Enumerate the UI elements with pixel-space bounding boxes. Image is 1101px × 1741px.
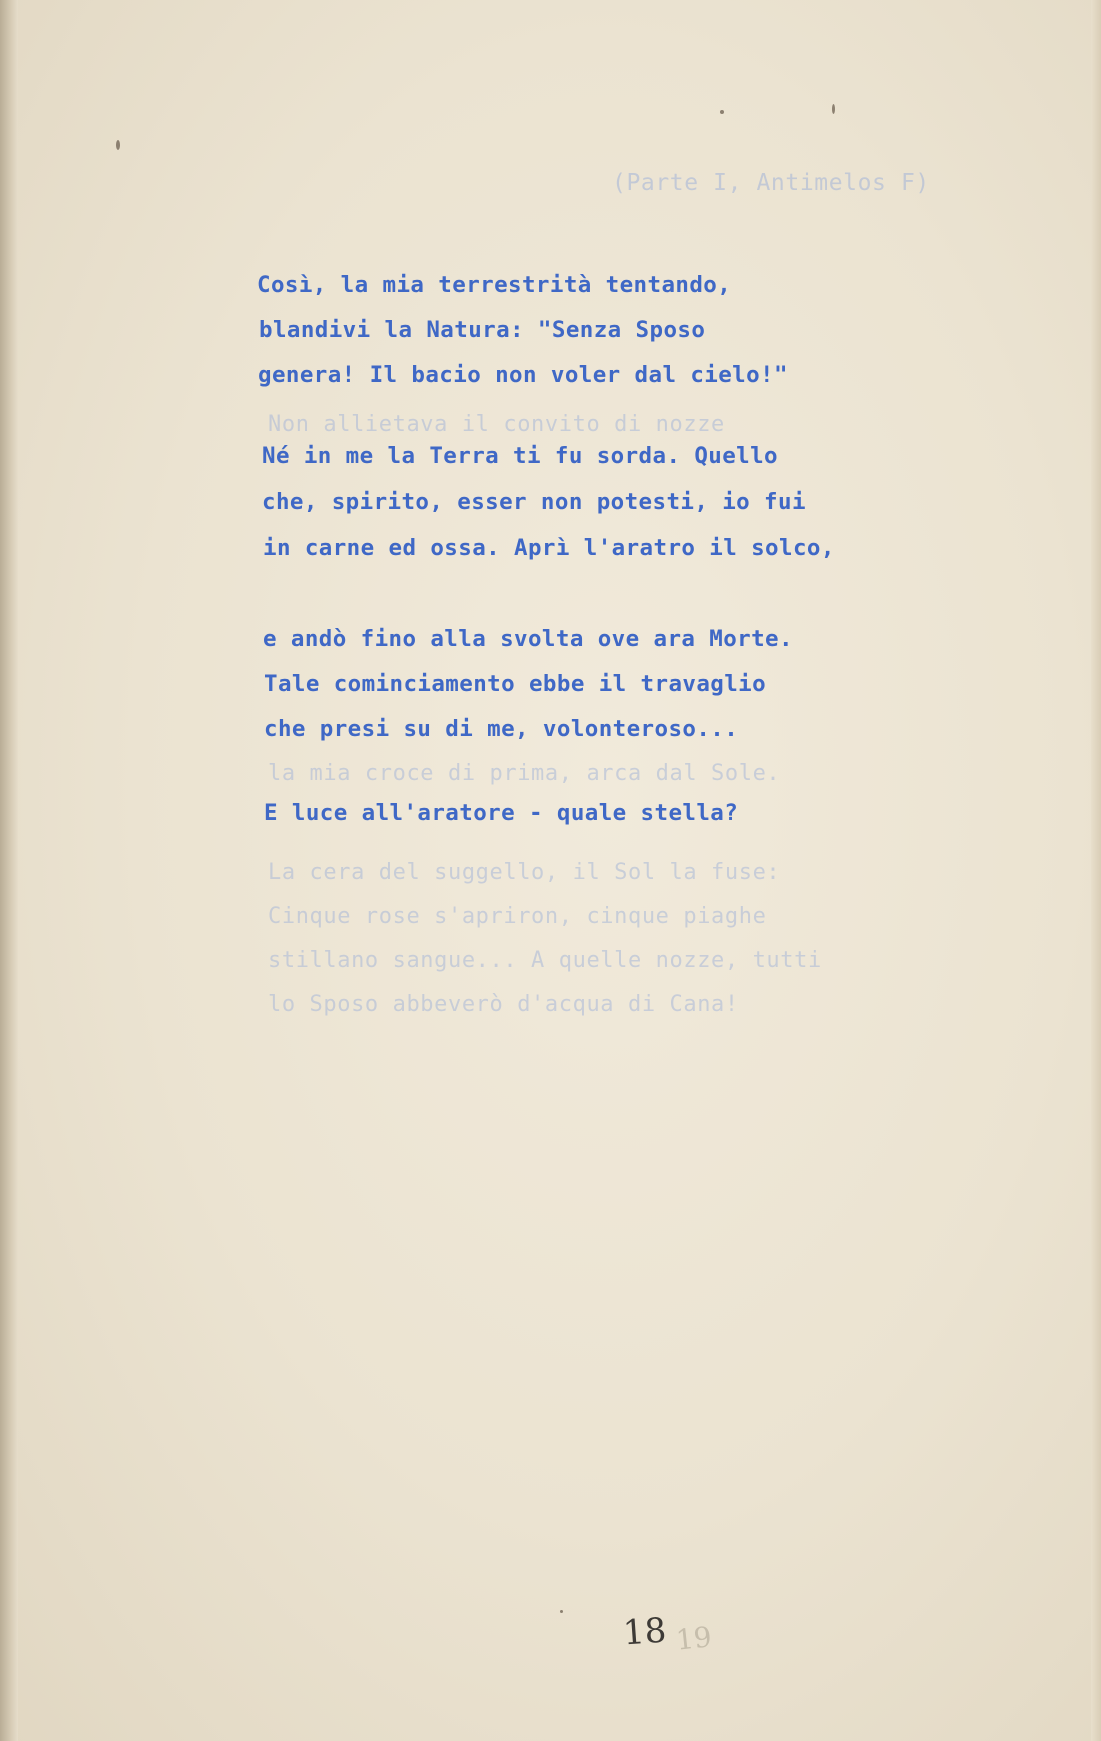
paper-speck [560,1610,563,1613]
show-through-line: La cera del suggello, il Sol la fuse: [268,860,781,885]
show-through-line: lo Sposo abbeverò d'acqua di Cana! [268,992,739,1017]
poem-line: che presi su di me, volonteroso... [264,716,739,742]
poem-line: Così, la mia terrestrità tentando, [257,272,732,298]
show-through-line: stillano sangue... A quelle nozze, tutti [268,948,822,973]
page-edge [1091,0,1101,1741]
poem-line: che, spirito, esser non potesti, io fui [262,489,806,515]
paper-speck [116,140,120,150]
poem-line: in carne ed ossa. Aprì l'aratro il solco, [263,535,835,561]
poem-line: Né in me la Terra ti fu sorda. Quello [262,443,779,469]
show-through-line: la mia croce di prima, arca dal Sole. [268,761,781,786]
poem-line: e andò fino alla svolta ove ara Morte. [263,626,793,652]
show-through-line: Cinque rose s'apriron, cinque piaghe [268,904,767,929]
poem-line: Tale cominciamento ebbe il travaglio [264,671,767,697]
show-through-reference: (Parte I, Antimelos F) [612,170,930,196]
binding-edge [0,0,18,1741]
poem-line: E luce all'aratore - quale stella? [264,800,739,826]
show-through-line: Non allietava il convito di nozze [268,412,725,437]
page-number: 18 [621,1610,668,1654]
paper-speck [832,104,835,114]
poem-line: genera! Il bacio non voler dal cielo!" [258,362,788,388]
poem-line: blandivi la Natura: "Senza Sposo [259,317,706,343]
erased-page-number: 19 [674,1620,714,1657]
paper-speck [720,110,724,114]
